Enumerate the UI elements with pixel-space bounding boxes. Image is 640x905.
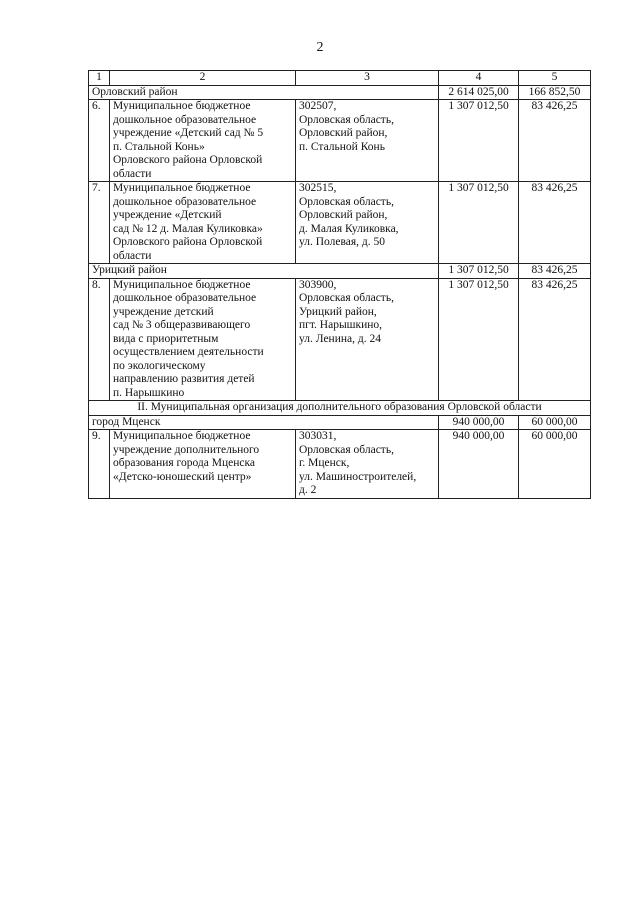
amount-col5: 60 000,00 [519, 430, 591, 499]
district-sum-col5: 60 000,00 [519, 415, 591, 430]
amount-col5: 83 426,25 [519, 278, 591, 401]
header-col-2: 2 [110, 71, 296, 86]
district-name: город Мценск [89, 415, 439, 430]
table-row [89, 182, 591, 264]
row-number: 8. [89, 278, 110, 401]
district-sum-col5: 83 426,25 [519, 264, 591, 279]
district-sum-col5: 166 852,50 [519, 85, 591, 100]
district-row [89, 415, 591, 430]
institution-name: Муниципальное бюджетное дошкольное образовательное учреждение детский сад № 3 общеразвивающего вида с приоритетным осуществлением деятельности по экологическому направлению развития детей п. Нарышкино [110, 278, 296, 401]
header-col-5: 5 [519, 71, 591, 86]
district-sum-col4: 2 614 025,00 [439, 85, 519, 100]
institution-name: Муниципальное бюджетное дошкольное образовательное учреждение «Детский сад № 5 п. Стальной Конь» Орловского района Орловской области [110, 100, 296, 182]
header-col-4: 4 [439, 71, 519, 86]
header-col-3: 3 [296, 71, 439, 86]
section-row [89, 401, 591, 416]
row-number: 7. [89, 182, 110, 264]
institution-name: Муниципальное бюджетное учреждение дополнительного образования города Мценска «Детско-юношеский центр» [110, 430, 296, 499]
institution-address: 302507, Орловская область, Орловский район, п. Стальной Конь [296, 100, 439, 182]
amount-col4: 940 000,00 [439, 430, 519, 499]
section-title: II. Муниципальная организация дополнительного образования Орловской области [89, 401, 591, 416]
table-row [89, 278, 591, 401]
amount-col4: 1 307 012,50 [439, 278, 519, 401]
row-number: 9. [89, 430, 110, 499]
amount-col4: 1 307 012,50 [439, 100, 519, 182]
institution-name: Муниципальное бюджетное дошкольное образовательное учреждение «Детский сад № 12 д. Малая Куликовка» Орловского района Орловской области [110, 182, 296, 264]
district-name: Урицкий район [89, 264, 439, 279]
amount-col5: 83 426,25 [519, 100, 591, 182]
table-header-row [89, 71, 591, 86]
district-row [89, 85, 591, 100]
allocation-table [88, 70, 591, 499]
row-number: 6. [89, 100, 110, 182]
table-row [89, 100, 591, 182]
institution-address: 303031, Орловская область, г. Мценск, ул. Машиностроителей, д. 2 [296, 430, 439, 499]
district-row [89, 264, 591, 279]
amount-col5: 83 426,25 [519, 182, 591, 264]
amount-col4: 1 307 012,50 [439, 182, 519, 264]
page-number: 2 [316, 40, 324, 55]
header-col-1: 1 [89, 71, 110, 86]
district-sum-col4: 940 000,00 [439, 415, 519, 430]
institution-address: 302515, Орловская область, Орловский район, д. Малая Куликовка, ул. Полевая, д. 50 [296, 182, 439, 264]
district-sum-col4: 1 307 012,50 [439, 264, 519, 279]
table-row [89, 430, 591, 499]
institution-address: 303900, Орловская область, Урицкий район, пгт. Нарышкино, ул. Ленина, д. 24 [296, 278, 439, 401]
district-name: Орловский район [89, 85, 439, 100]
